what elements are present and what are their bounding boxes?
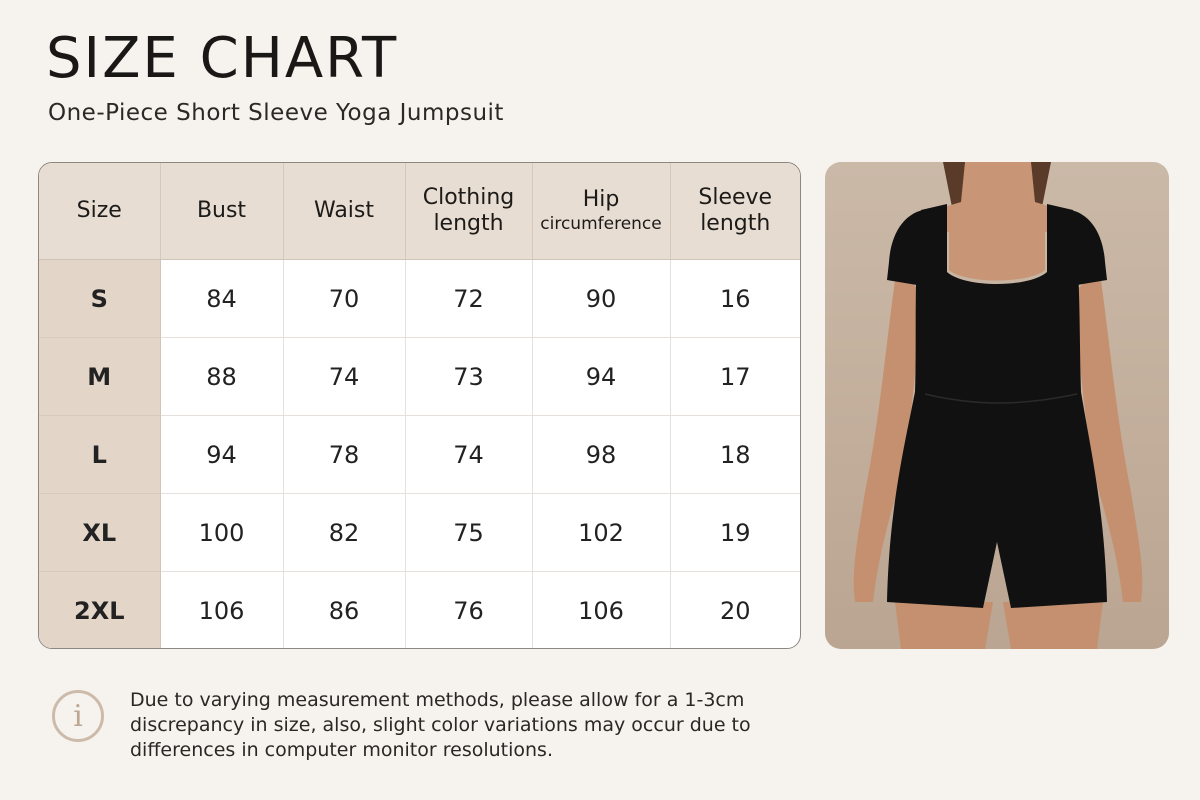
left-leg (895, 602, 993, 649)
size-cell: 2XL (39, 572, 160, 650)
measurement-cell: 88 (160, 338, 283, 416)
header-clothing-length (405, 163, 532, 260)
measurement-cell: 102 (532, 494, 670, 572)
size-cell: M (39, 338, 160, 416)
measurement-cell: 94 (160, 416, 283, 494)
measurement-cell: 20 (719, 596, 751, 625)
page-title: SIZE CHART (46, 26, 399, 91)
table-header-row (39, 163, 800, 260)
table-row (39, 494, 800, 572)
header-label: Bust (196, 198, 247, 223)
measurement-cell: 100 (160, 494, 283, 572)
size-cell: XL (39, 494, 160, 572)
page-subtitle: One-Piece Short Sleeve Yoga Jumpsuit (48, 100, 504, 126)
table-row (39, 416, 800, 494)
header-label: Sleeve length (698, 185, 773, 236)
header-size (39, 163, 160, 260)
measurement-cell: 106 (532, 572, 670, 650)
measurement-cell: 82 (283, 494, 405, 572)
header-label: Waist (313, 198, 375, 223)
disclaimer-text: Due to varying measurement methods, please allow for a 1-3cm discrepancy in size, also, slight color variations may occur due to differences in computer monitor resolutions. (130, 689, 751, 761)
table-row (39, 572, 800, 650)
measurement-cell: 84 (160, 260, 283, 338)
measurement-cell: 94 (532, 338, 670, 416)
header-hip (532, 163, 670, 260)
measurement-cell: 19 (670, 494, 800, 572)
measurement-cell: 17 (670, 338, 800, 416)
size-table-card (38, 162, 801, 649)
neckline-skin (949, 206, 1045, 281)
size-cell: S (39, 260, 160, 338)
size-table (39, 163, 800, 649)
measurement-cell: 76 (405, 572, 532, 650)
measurement-cell: 86 (283, 572, 405, 650)
measurement-cell: 18 (670, 416, 800, 494)
measurement-cell: 70 (283, 260, 405, 338)
measurement-cell: 106 (160, 572, 283, 650)
header-sublabel: circumference (540, 214, 662, 234)
measurement-cell: 74 (405, 416, 532, 494)
jumpsuit-model-image (825, 162, 1169, 649)
table-row (39, 260, 800, 338)
info-icon: i (52, 690, 104, 742)
table-row (39, 338, 800, 416)
header-label: Hip (582, 187, 620, 212)
product-photo (825, 162, 1169, 649)
measurement-cell: 72 (405, 260, 532, 338)
right-leg (1003, 602, 1103, 649)
measurement-cell: 90 (532, 260, 670, 338)
header-label: Size (76, 198, 122, 223)
measurement-cell: 16 (670, 260, 800, 338)
header-waist (283, 163, 405, 260)
size-cell: L (39, 416, 160, 494)
disclaimer-note (52, 688, 770, 763)
measurement-cell: 78 (283, 416, 405, 494)
measurement-cell: 73 (405, 338, 532, 416)
measurement-cell: 74 (283, 338, 405, 416)
measurement-cell: 98 (532, 416, 670, 494)
measurement-cell: 75 (405, 494, 532, 572)
header-bust (160, 163, 283, 260)
header-label: Clothing length (422, 185, 515, 236)
header-sleeve-length (670, 163, 800, 260)
